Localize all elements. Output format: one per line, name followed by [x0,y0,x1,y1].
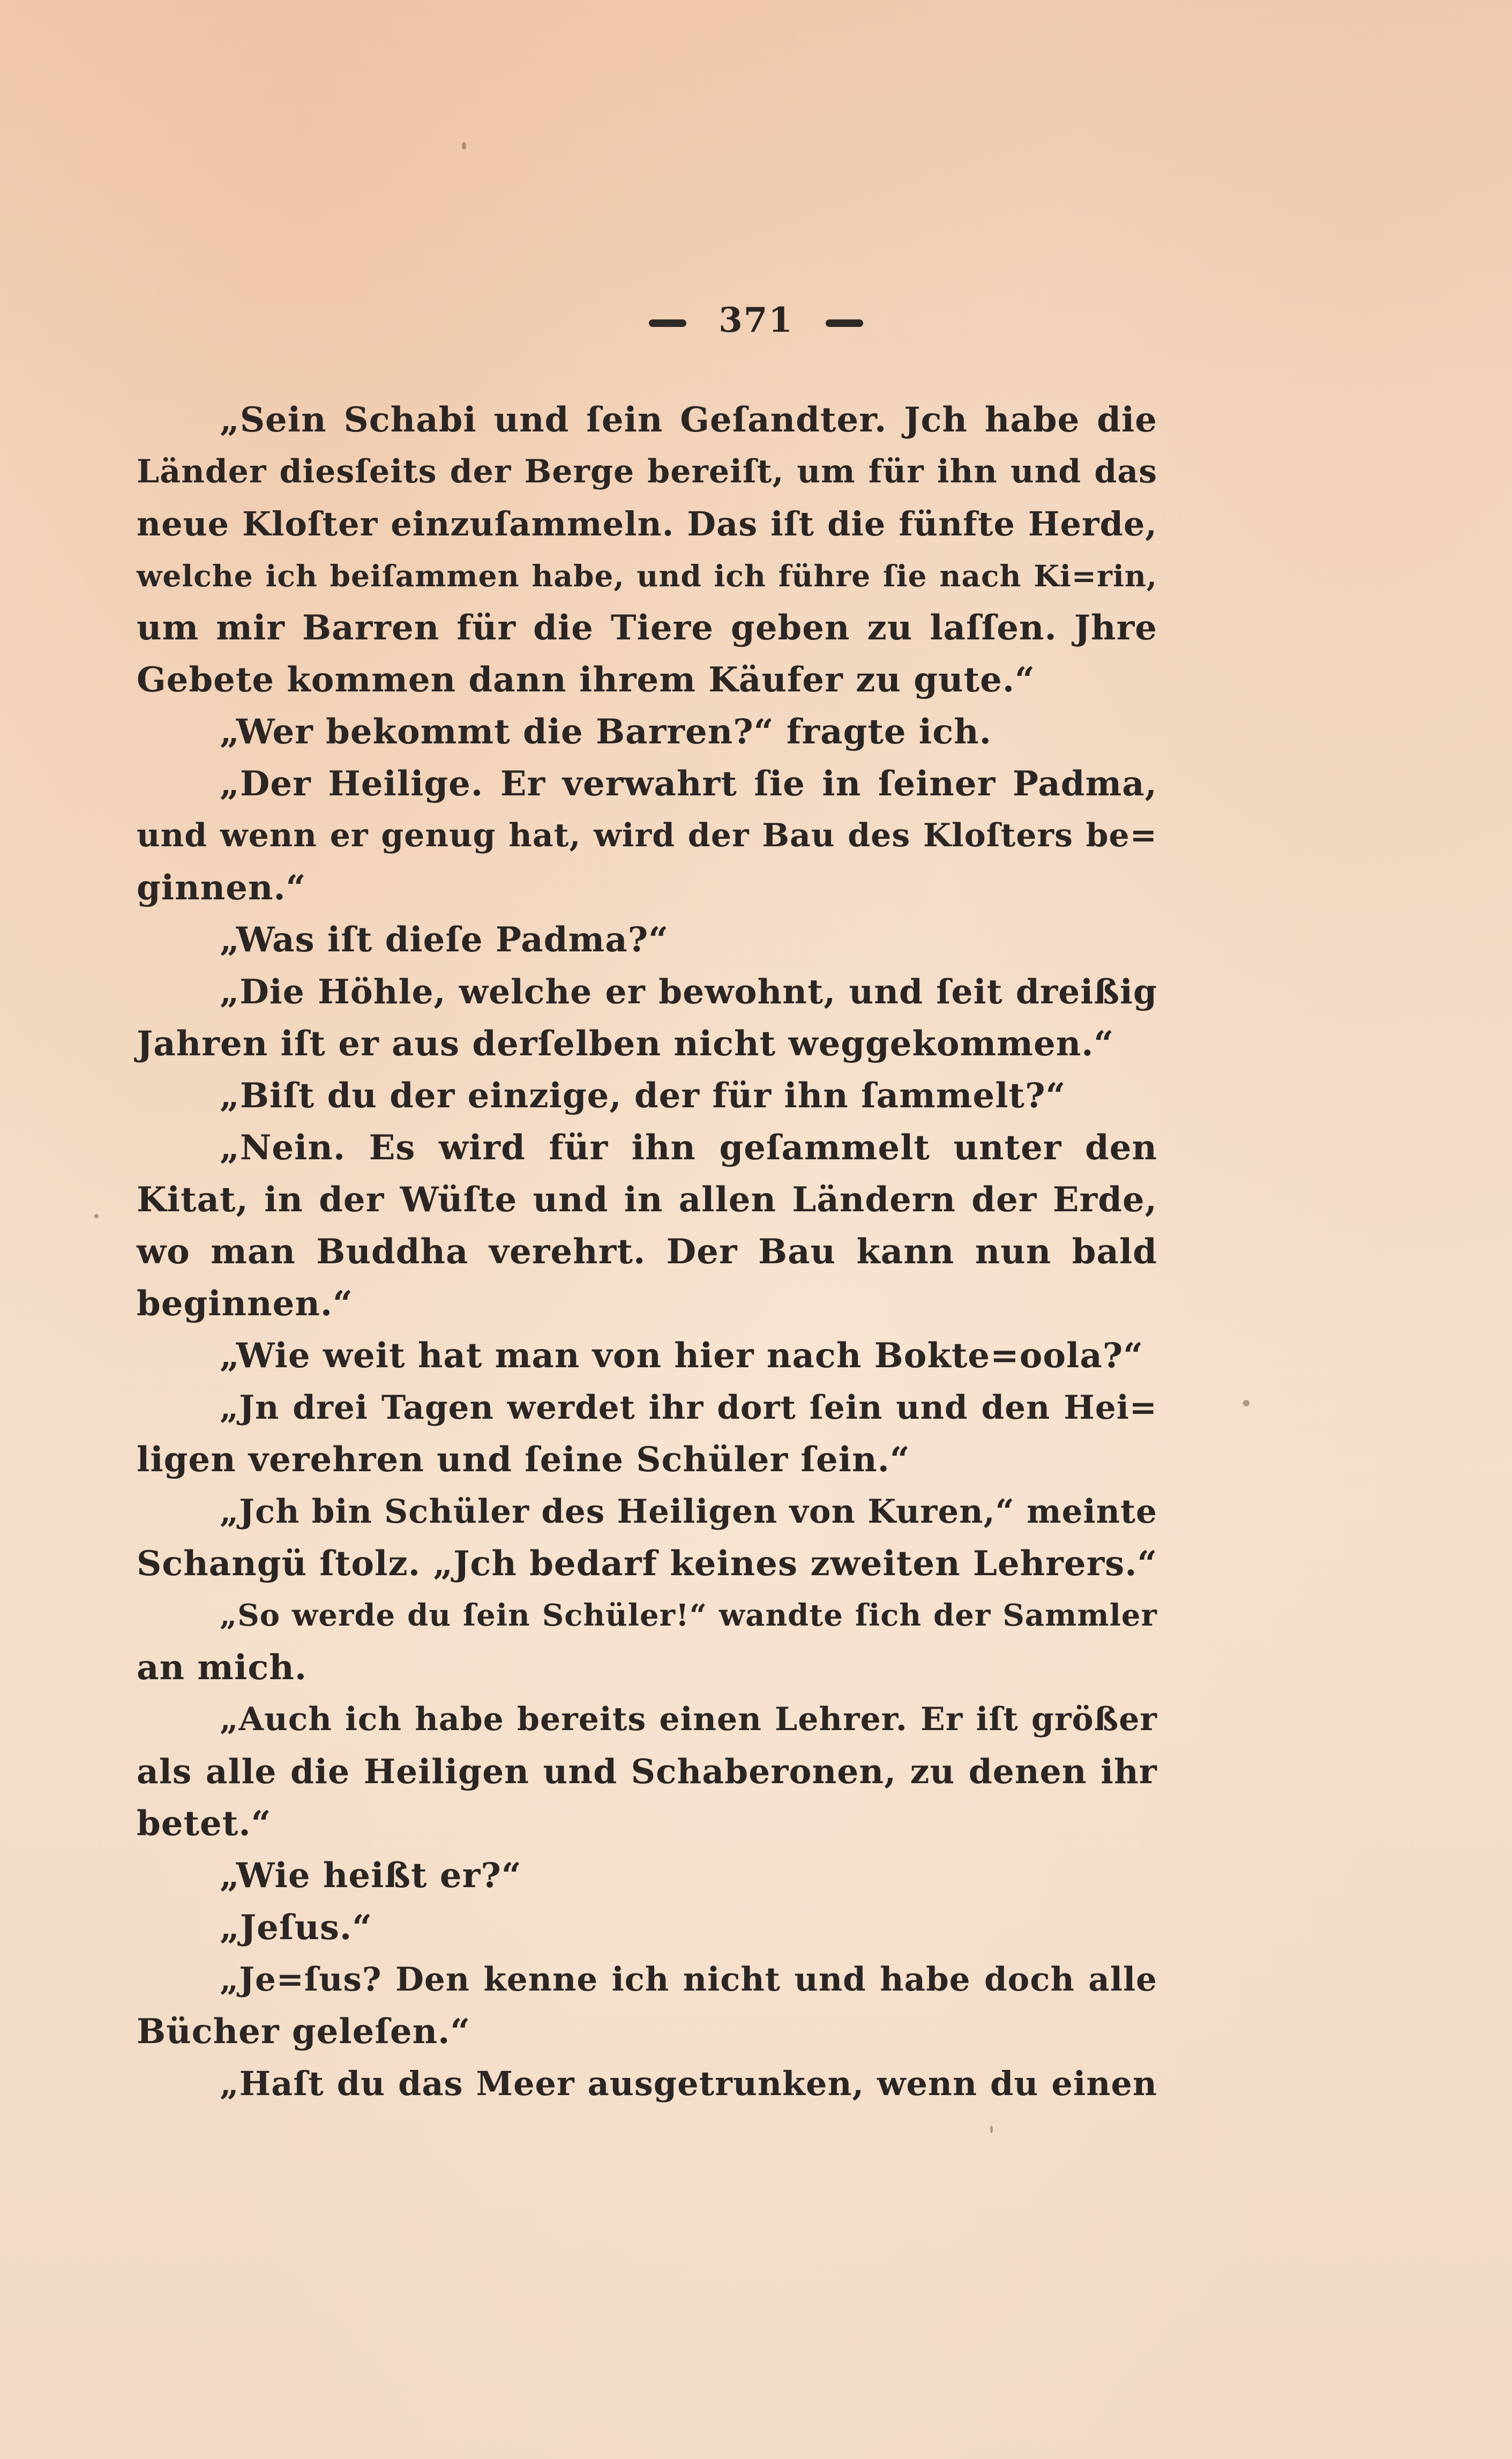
text-line: ligen verehren und ſeine Schüler ſein.“ [137,1440,910,1480]
text-line: an mich. [137,1648,308,1688]
text-line: „Wie heißt er?“ [220,1856,522,1896]
text-line: beginnen.“ [137,1284,353,1324]
text-line: „Nein. Es wird für ihn geſammelt unter den [220,1128,1157,1168]
text-line: neue Kloſter einzuſammeln. Das iſt die fünfte Herde, [137,504,1157,543]
text-line: Jahren iſt er aus derſelben nicht weggekommen.“ [137,1024,1114,1064]
text-line: „So werde du ſein Schüler!“ wandte ſich der Sammler [220,1598,1157,1633]
header-dash-right [826,319,863,327]
text-line: ginnen.“ [137,868,306,908]
text-line: Bücher geleſen.“ [137,2011,471,2052]
text-line: „Je=ſus? Den kenne ich nicht und habe doch alle [220,1961,1157,1999]
text-line: „Jeſus.“ [220,1907,372,1948]
paper-speck [1243,1400,1249,1406]
text-line: betet.“ [137,1804,272,1844]
text-line: „Biſt du der einzige, der für ihn ſammelt?“ [220,1076,1066,1116]
text-line: „Der Heilige. Er verwahrt ſie in ſeiner Padma, [220,764,1157,804]
paper-speck [94,1214,99,1218]
paper-speck [990,2126,993,2133]
text-line: Kitat, in der Wüſte und in allen Ländern der Erde, [137,1180,1157,1220]
text-line: wo man Buddha verehrt. Der Bau kann nun bald [137,1232,1157,1272]
text-line: „Auch ich habe bereits einen Lehrer. Er iſt größer [220,1701,1157,1738]
text-line: „Was iſt dieſe Padma?“ [220,920,669,960]
text-line: als alle die Heiligen und Schaberonen, zu denen ihr [137,1752,1157,1791]
text-line: Schangü ſtolz. „Jch bedarf keines zweiten Lehrers.“ [137,1544,1158,1584]
text-line: welche ich beiſammen habe, und ich führe ſie nach Ki=rin, [137,558,1157,593]
text-line: „Wer bekommt die Barren?“ fragte ich. [220,712,992,752]
text-line: Gebete kommen dann ihrem Käufer zu gute.“ [137,660,1035,700]
header-dash-left [649,319,686,327]
page-header [0,300,1512,340]
text-line: „Jn drei Tagen werdet ihr dort ſein und den Hei= [220,1389,1157,1427]
page-number: 371 [718,300,794,340]
body-text [137,394,1157,2110]
paper-speck [462,142,466,150]
text-line: „Jch bin Schüler des Heiligen von Kuren,“ meinte [220,1493,1157,1531]
text-line: „Die Höhle, welche er bewohnt, und ſeit dreißig [220,972,1157,1011]
text-line: um mir Barren für die Tiere geben zu laſſen. Jhre [137,608,1157,648]
text-line: „Wie weit hat man von hier nach Bokte=oola?“ [220,1336,1144,1376]
text-line: und wenn er genug hat, wird der Bau des Kloſters be= [137,817,1157,854]
text-line: Länder diesſeits der Berge bereiſt, um für ihn und das [137,453,1157,490]
text-line: „Sein Schabi und ſein Geſandter. Jch habe die [220,400,1157,440]
text-line: „Haſt du das Meer ausgetrunken, wenn du einen [220,2064,1157,2103]
